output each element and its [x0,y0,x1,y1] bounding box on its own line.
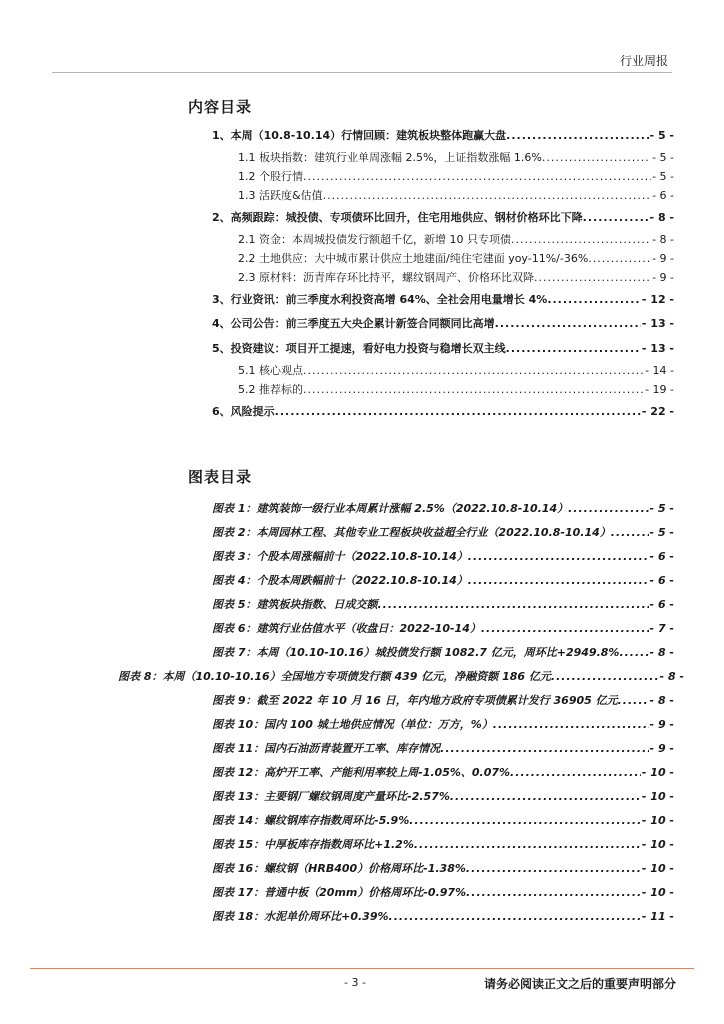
dot-leader [568,501,648,517]
toc-entry-subsection-page: - 6 - [652,189,674,202]
figure-entry-page: - 6 - [649,574,674,587]
dot-leader [466,861,641,877]
toc-entry-subsection-text: 2.2 土地供应：大中城市累计供应土地建面/纯住宅建面 yoy-11%/-36% [238,252,589,265]
figure-entry-text: 图表 11：国内石油沥青装置开工率、库存情况 [212,742,441,755]
toc-entry-section-text: 2、高频跟踪：城投债、专项债环比回升，住宅用地供应、钢材价格环比下降 [212,211,583,224]
toc-entry-section[interactable] [212,292,674,308]
toc-entry-subsection[interactable] [238,188,674,204]
toc-entry-subsection-text: 1.2 个股行情 [238,170,303,183]
dot-leader [510,765,641,781]
dot-leader [611,525,649,541]
figure-entry[interactable] [212,837,674,853]
dot-leader [619,645,648,661]
dot-leader [547,292,641,308]
dot-leader [303,382,644,398]
toc-entry-section[interactable] [212,210,674,226]
toc-entry-section-page: - 8 - [649,211,674,224]
figure-entry-text: 图表 16：螺纹钢（HRB400）价格周环比-1.38% [212,862,466,875]
figure-entry-text: 图表 9：截至 2022 年 10 月 16 日，年内地方政府专项债累计发行 36905 亿元 [212,694,618,707]
figure-entry[interactable] [212,693,674,709]
figure-entry[interactable] [212,741,674,757]
figure-entry[interactable] [212,597,674,613]
figure-entry[interactable] [212,549,674,565]
figure-entry-page: - 9 - [649,742,674,755]
toc-entry-section-page: - 13 - [641,317,674,330]
toc-entry-subsection[interactable] [238,363,674,379]
figure-entry[interactable] [212,861,674,877]
dot-leader [303,363,644,379]
toc-entry-subsection[interactable] [238,382,674,398]
disclaimer-note: 请务必阅读正文之后的重要声明部分 [483,977,676,991]
toc-entry-section-page: - 12 - [641,293,674,306]
toc-entry-subsection[interactable] [238,169,674,185]
toc-entry-subsection-text: 1.1 板块指数：建筑行业单周涨幅 2.5%，上证指数涨幅 1.6% [238,151,542,164]
toc-entry-subsection[interactable] [238,232,674,248]
header-divider [52,72,672,73]
figure-entry-page: - 10 - [641,814,674,827]
toc-entry-section-page: - 5 - [649,129,674,142]
dot-leader [583,210,649,226]
dot-leader [534,270,651,286]
toc-entry-subsection-page: - 5 - [652,170,674,183]
figure-entry-text: 图表 10：国内 100 城土地供应情况（单位：万方，%） [212,718,493,731]
dot-leader [468,549,649,565]
figure-entry-text: 图表 12：高炉开工率、产能利用率较上周-1.05%、0.07% [212,766,511,779]
toc-entry-section-page: - 13 - [641,342,674,355]
figure-entry-text: 图表 5：建筑板块指数、日成交额 [212,598,378,611]
figures-title: 图表目录 [188,468,253,486]
figure-entry-text: 图表 4：个股本周跌幅前十（2022.10.8-10.14） [212,574,468,587]
figure-entry-text: 图表 1：建筑装饰一级行业本周累计涨幅 2.5%（2022.10.8-10.14） [212,502,569,515]
dot-leader [450,789,641,805]
figure-entry-page: - 7 - [649,622,674,635]
dot-leader [466,885,641,901]
toc-entry-subsection[interactable] [238,270,674,286]
toc-entry-section[interactable] [212,316,674,332]
figure-entry-text: 图表 14：螺纹钢库存指数周环比-5.9% [212,814,410,827]
page-number: - 3 - [344,976,366,989]
dot-leader [389,909,641,925]
toc-title: 内容目录 [188,98,253,116]
toc-entry-subsection-page: - 8 - [652,233,674,246]
figure-entry-text: 图表 6：建筑行业估值水平（收盘日：2022-10-14） [212,622,481,635]
toc-entry-subsection-page: - 9 - [652,252,674,265]
figure-entry[interactable] [212,885,674,901]
figure-entry[interactable] [212,525,674,541]
figure-entry[interactable] [212,717,674,733]
dot-leader [618,693,649,709]
toc-entry-subsection[interactable] [238,150,674,166]
figure-entry-page: - 10 - [641,862,674,875]
dot-leader [542,150,651,166]
figure-entry-page: - 10 - [641,838,674,851]
figure-entry[interactable] [212,501,674,517]
toc-entry-section[interactable] [212,128,674,144]
figure-entry-page: - 10 - [641,766,674,779]
figure-entry-page: - 10 - [641,886,674,899]
figure-entry-page: - 5 - [649,502,674,515]
figure-entry[interactable] [212,813,674,829]
dot-leader [481,621,649,637]
figure-entry-text: 图表 17：普通中板（20mm）价格周环比-0.97% [212,886,467,899]
figure-entry-page: - 6 - [649,598,674,611]
toc-entry-subsection-page: - 14 - [645,364,674,377]
toc-entry-subsection[interactable] [238,251,674,267]
toc-entry-section[interactable] [212,404,674,420]
figure-entry-page: - 8 - [659,670,684,683]
figure-entry-text: 图表 15：中厚板库存指数周环比+1.2% [212,838,414,851]
toc-entry-section-text: 1、本周（10.8-10.14）行情回顾：建筑板块整体跑赢大盘 [212,129,507,142]
toc-entry-subsection-text: 5.1 核心观点 [238,364,303,377]
dot-leader [493,717,649,733]
dot-leader [275,404,641,420]
dot-leader [588,251,651,267]
figure-entry-page: - 11 - [641,910,674,923]
toc-entry-section-page: - 22 - [641,405,674,418]
figure-entry[interactable] [118,669,684,685]
toc-entry-section-text: 3、行业资讯：前三季度水利投资高增 64%、全社会用电量增长 4% [212,293,548,306]
toc-entry-subsection-page: - 5 - [652,151,674,164]
figure-entry-page: - 5 - [649,526,674,539]
figure-entry-text: 图表 13：主要钢厂螺纹钢周度产量环比-2.57% [212,790,450,803]
dot-leader [414,837,641,853]
report-type-header: 行业周报 [619,54,668,68]
dot-leader [409,813,641,829]
dot-leader [506,341,641,357]
figure-entry-page: - 8 - [649,646,674,659]
figure-entry[interactable] [212,909,674,925]
toc-entry-section[interactable] [212,341,674,357]
toc-entry-subsection-page: - 9 - [652,271,674,284]
figure-entry-text: 图表 7：本周（10.10-10.16）城投债发行额 1082.7 亿元，周环比+2949.8% [212,646,620,659]
dot-leader [440,741,648,757]
figure-entry[interactable] [212,789,674,805]
figure-entry[interactable] [212,573,674,589]
figure-entry[interactable] [212,621,674,637]
footer-divider [30,968,694,969]
figure-entry-page: - 8 - [649,694,674,707]
figure-entry[interactable] [212,765,674,781]
dot-leader [303,169,651,185]
figure-entry-text: 图表 2：本周园林工程、其他专业工程板块收益超全行业（2022.10.8-10.14） [212,526,611,539]
dot-leader [506,128,648,144]
toc-entry-subsection-page: - 19 - [645,383,674,396]
toc-entry-subsection-text: 2.3 原材料：沥青库存环比持平，螺纹钢周产、价格环比双降 [238,271,534,284]
figure-entry-text: 图表 8：本周（10.10-10.16）全国地方专项债发行额 439 亿元，净融资额 186 亿元 [118,670,551,683]
figure-entry[interactable] [212,645,674,661]
toc-entry-subsection-text: 2.1 资金：本周城投债发行额超千亿，新增 10 只专项债 [238,233,511,246]
figure-entry-text: 图表 18：水泥单价周环比+0.39% [212,910,389,923]
toc-entry-section-text: 6、风险提示 [212,405,275,418]
dot-leader [377,597,648,613]
toc-entry-section-text: 4、公司公告：前三季度五大央企累计新签合同额同比高增 [212,317,495,330]
figure-entry-page: - 9 - [649,718,674,731]
figure-entry-text: 图表 3：个股本周涨幅前十（2022.10.8-10.14） [212,550,468,563]
toc-entry-subsection-text: 5.2 推荐标的 [238,383,303,396]
dot-leader [511,232,651,248]
dot-leader [495,316,641,332]
dot-leader [551,669,659,685]
figure-entry-page: - 10 - [641,790,674,803]
toc-entry-subsection-text: 1.3 活跃度&估值 [238,189,323,202]
dot-leader [468,573,649,589]
figure-entry-page: - 6 - [649,550,674,563]
toc-entry-section-text: 5、投资建议：项目开工提速，看好电力投资与稳增长双主线 [212,342,506,355]
dot-leader [323,188,651,204]
